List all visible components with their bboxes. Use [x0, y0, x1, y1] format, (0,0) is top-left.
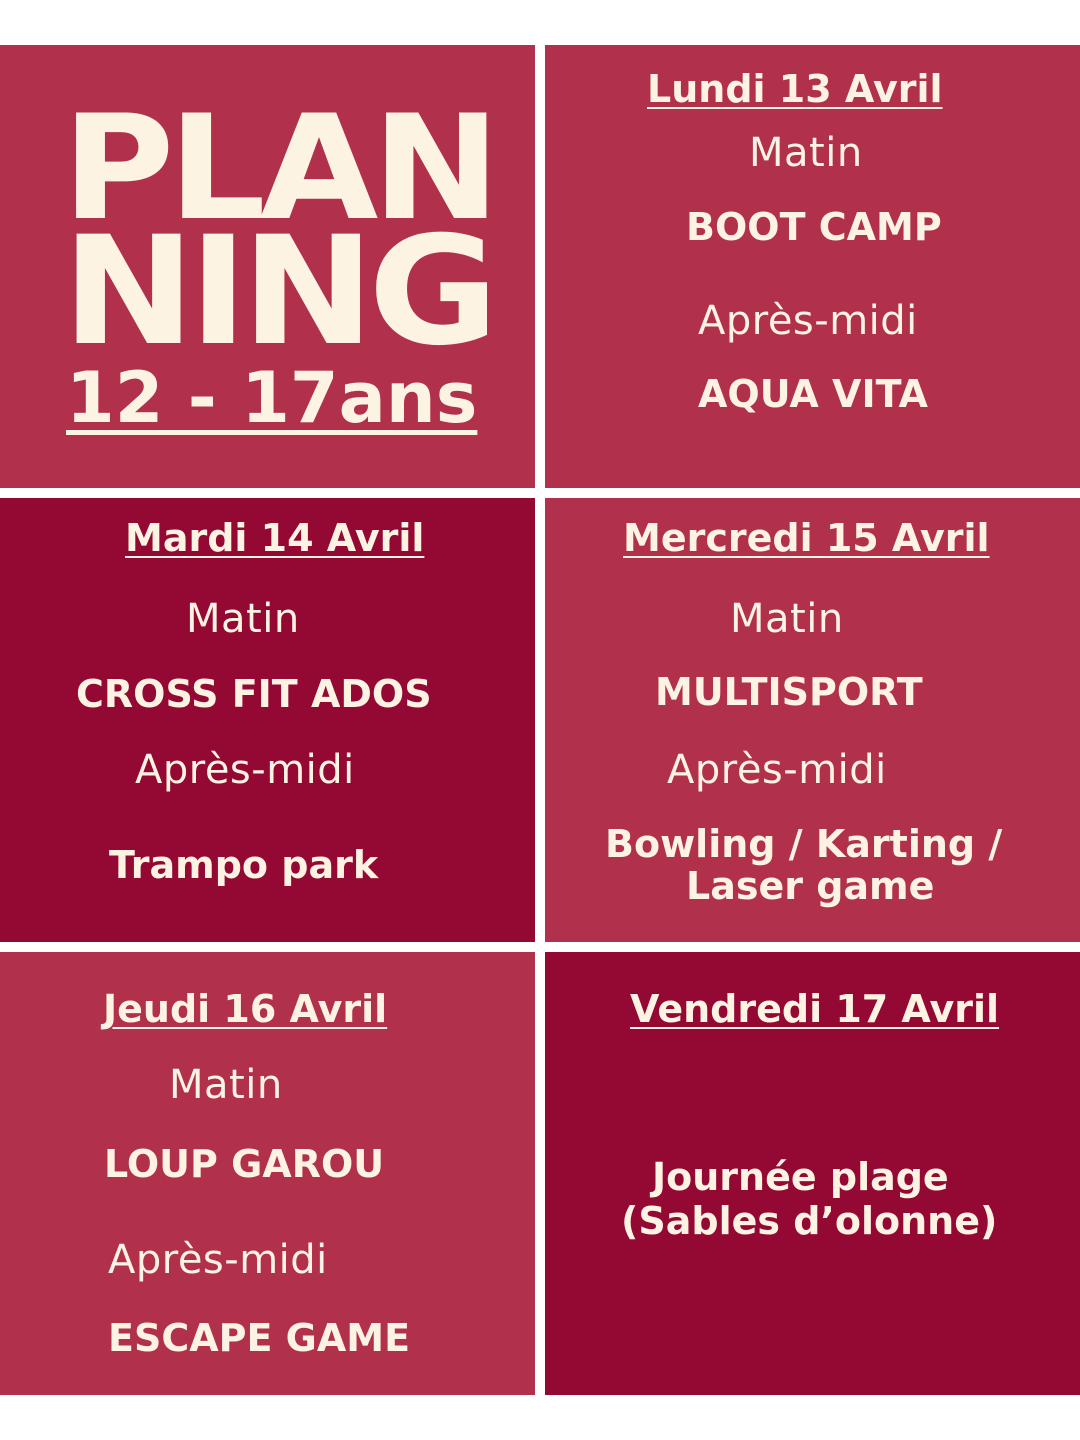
day-heading: Mercredi 15 Avril: [623, 516, 990, 560]
morning-label: Matin: [169, 1062, 283, 1108]
afternoon-activity: ESCAPE GAME: [108, 1316, 411, 1360]
morning-activity: LOUP GAROU: [104, 1142, 385, 1186]
day-panel-wednesday: [545, 498, 1080, 942]
afternoon-label: Après-midi: [698, 298, 918, 344]
morning-label: Matin: [749, 130, 863, 176]
afternoon-label: Après-midi: [108, 1237, 328, 1283]
day-heading: Mardi 14 Avril: [125, 516, 425, 560]
morning-activity: CROSS FIT ADOS: [76, 672, 432, 716]
afternoon-label: Après-midi: [135, 747, 355, 793]
title-line-ning: NING: [62, 205, 493, 379]
morning-activity: BOOT CAMP: [686, 205, 942, 249]
morning-label: Matin: [186, 596, 300, 642]
title-panel: [0, 45, 535, 488]
age-range: 12 - 17ans: [66, 357, 478, 439]
day-panel-thursday: [0, 952, 535, 1395]
activity-line-2: (Sables d’olonne): [621, 1199, 998, 1243]
day-heading: Jeudi 16 Avril: [103, 987, 388, 1031]
day-panel-friday: [545, 952, 1080, 1395]
morning-activity: MULTISPORT: [655, 670, 923, 714]
afternoon-label: Après-midi: [667, 747, 887, 793]
day-panel-tuesday: [0, 498, 535, 942]
title-line-plan: PLAN: [62, 85, 495, 253]
morning-label: Matin: [730, 596, 844, 642]
activity-line-1: Journée plage: [652, 1155, 949, 1199]
afternoon-activity-line-2: Laser game: [686, 864, 935, 908]
day-heading: Lundi 13 Avril: [647, 67, 943, 111]
afternoon-activity: Trampo park: [109, 843, 379, 887]
day-heading: Vendredi 17 Avril: [630, 987, 1000, 1031]
afternoon-activity: AQUA VITA: [698, 372, 928, 416]
day-panel-monday: [545, 45, 1080, 488]
afternoon-activity-line-1: Bowling / Karting /: [605, 822, 1003, 866]
